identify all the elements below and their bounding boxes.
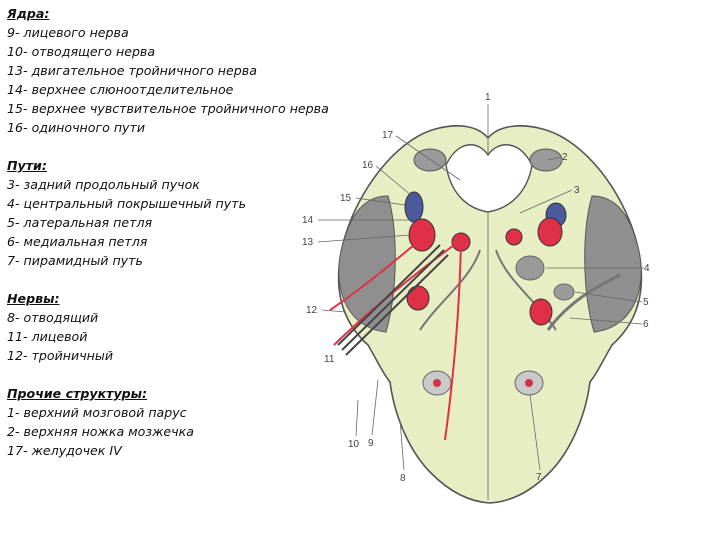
label-12: 12	[306, 305, 318, 316]
leader-12	[322, 310, 346, 312]
superior-salivatory-nucleus	[506, 229, 522, 245]
label-1: 1	[485, 92, 491, 103]
nerves-title: Нервы:	[7, 291, 60, 306]
label-4: 4	[644, 263, 650, 274]
pons-cross-section	[286, 92, 706, 512]
label-17: 17	[382, 130, 394, 141]
nuclei-item: 13- двигательное тройничного нерва	[7, 63, 257, 78]
right-superior-peduncle	[530, 149, 562, 171]
right-pyramidal-dot	[525, 379, 533, 387]
nuclei-item: 10- отводящего нерва	[7, 44, 156, 59]
other-item: 17- желудочек IV	[7, 443, 122, 458]
nuclei-item: 9- лицевого нерва	[7, 25, 129, 40]
tracts-item: 4- центральный покрышечный путь	[7, 196, 247, 211]
nerves-item: 11- лицевой	[7, 329, 88, 344]
other-item: 1- верхний мозговой парус	[7, 405, 187, 420]
tracts-item: 3- задний продольный пучок	[7, 177, 200, 192]
tracts-item: 5- латеральная петля	[7, 215, 153, 230]
label-15: 15	[340, 193, 352, 204]
tracts-item: 7- пирамидный путь	[7, 253, 143, 268]
label-6: 6	[643, 319, 649, 330]
label-3: 3	[574, 185, 580, 196]
label-14: 14	[302, 215, 314, 226]
label-11: 11	[324, 354, 335, 365]
nuclei-item: 16- одиночного пути	[7, 120, 146, 135]
left-superior-peduncle	[414, 149, 446, 171]
solitary-nucleus	[405, 192, 423, 222]
label-5: 5	[643, 297, 649, 308]
label-16: 16	[362, 160, 374, 171]
right-lower-red-nucleus	[530, 299, 552, 325]
label-9: 9	[368, 438, 374, 449]
nuclei-item: 14- верхнее слюноотделительное	[7, 82, 234, 97]
label-13: 13	[302, 237, 314, 248]
lateral-lemniscus	[554, 284, 574, 300]
nuclei-title: Ядра:	[7, 6, 50, 21]
label-8: 8	[400, 473, 406, 484]
leader-10	[356, 400, 358, 436]
label-2: 2	[562, 152, 568, 163]
facial-nucleus	[407, 286, 429, 310]
tracts-title: Пути:	[7, 158, 47, 173]
other-title: Прочие структуры:	[7, 386, 148, 401]
label-7: 7	[536, 472, 542, 483]
leader-9	[372, 380, 378, 435]
central-tegmental-tract	[516, 256, 544, 280]
right-red-nucleus	[538, 218, 562, 246]
nerves-item: 12- тройничный	[7, 348, 114, 363]
other-item: 2- верхняя ножка мозжечка	[7, 424, 194, 439]
nuclei-item: 15- верхнее чувствительное тройничного нерва	[7, 101, 329, 116]
nerves-item: 8- отводящий	[7, 310, 99, 325]
left-pyramidal-dot	[433, 379, 441, 387]
tracts-item: 6- медиальная петля	[7, 234, 148, 249]
label-10: 10	[348, 439, 360, 450]
